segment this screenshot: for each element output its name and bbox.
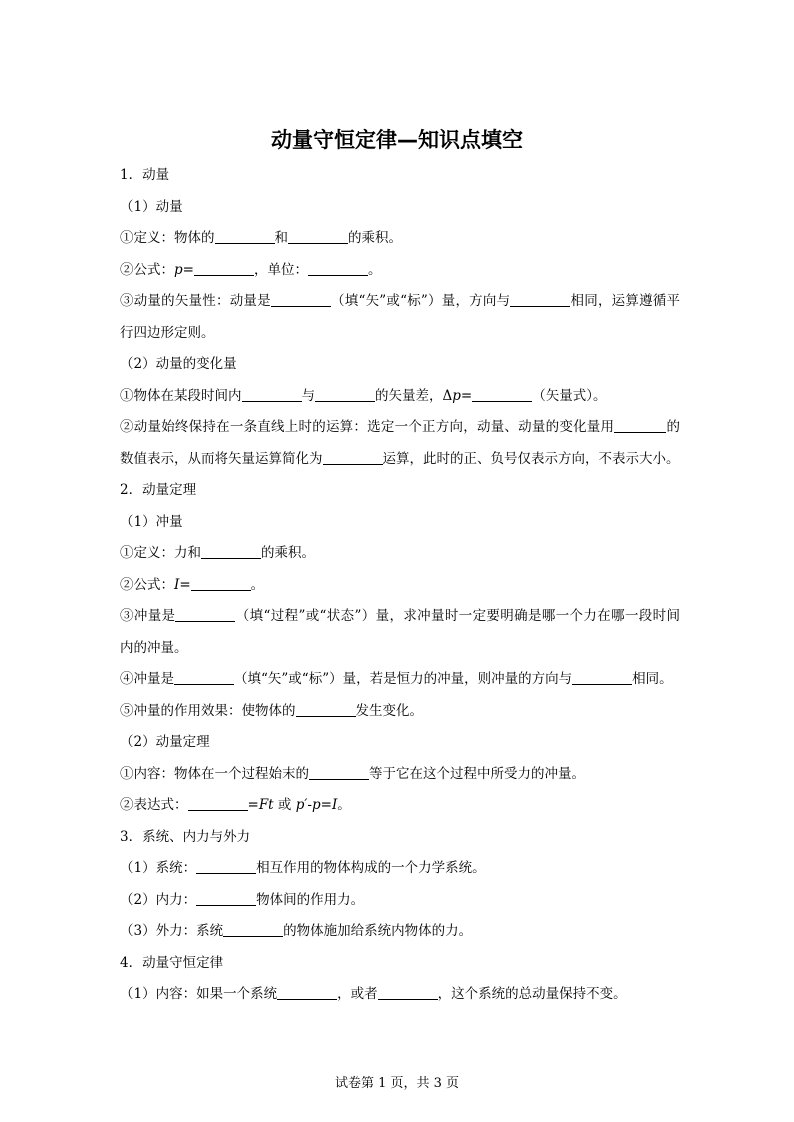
question-vector-property: ③动量的矢量性：动量是 （填“矢”或“标”）量，方向与 相同，运算遵循平行四边形定则。 bbox=[120, 293, 681, 341]
answer-blank[interactable] bbox=[196, 859, 256, 874]
subheading-momentum: （1）动量 bbox=[120, 198, 183, 215]
question-system: （1）系统： 相互作用的物体构成的一个力学系统。 bbox=[120, 860, 486, 876]
question-impulse-effect: ⑤冲量的作用效果：使物体的 发生变化。 bbox=[120, 702, 423, 719]
subheading-theorem: （2）动量定理 bbox=[120, 734, 210, 750]
question-momentum-change: ①物体在某段时间内 与 的矢量差，Δp= （矢量式）。 bbox=[120, 387, 607, 404]
answer-blank[interactable] bbox=[315, 387, 375, 402]
answer-blank[interactable] bbox=[378, 985, 438, 1000]
question-definition: ①定义：物体的 和 的乘积。 bbox=[120, 230, 402, 246]
answer-blank[interactable] bbox=[201, 544, 261, 559]
answer-blank[interactable] bbox=[223, 922, 283, 937]
answer-blank[interactable] bbox=[174, 670, 234, 685]
section-heading-conservation: 4．动量守恒定律 bbox=[120, 954, 224, 971]
question-theorem-content: ①内容：物体在一个过程始末的 等于它在这个过程中所受力的冲量。 bbox=[120, 765, 585, 782]
answer-blank[interactable] bbox=[472, 387, 532, 402]
question-formula: ②公式：p= ，单位： 。 bbox=[120, 261, 382, 278]
question-linear-operation: ②动量始终保持在一条直线上时的运算：选定一个正方向，动量、动量的变化量用 的数值表示，从而将矢量运算简化为 运算，此时的正、负号仅表示方向，不表示大小。 bbox=[120, 419, 681, 467]
answer-blank[interactable] bbox=[288, 229, 348, 244]
answer-blank[interactable] bbox=[242, 387, 302, 402]
answer-blank[interactable] bbox=[277, 985, 337, 1000]
answer-blank[interactable] bbox=[194, 261, 254, 276]
answer-blank[interactable] bbox=[188, 796, 248, 811]
question-conservation-content: （1）内容：如果一个系统 ，或者 ，这个系统的总动量保持不变。 bbox=[120, 986, 627, 1002]
question-theorem-expression: ②表达式： =Ft 或 p′-p=I。 bbox=[120, 797, 351, 813]
section-heading-system: 3．系统、内力与外力 bbox=[120, 828, 251, 845]
answer-blank[interactable] bbox=[215, 229, 275, 244]
question-external-force: （3）外力：系统 的物体施加给系统内物体的力。 bbox=[120, 923, 473, 939]
answer-blank[interactable] bbox=[323, 450, 383, 465]
question-impulse-definition: ①定义：力和 的乘积。 bbox=[120, 545, 315, 561]
answer-blank[interactable] bbox=[296, 702, 356, 717]
answer-blank[interactable] bbox=[271, 292, 331, 307]
subheading-momentum-change: （2）动量的变化量 bbox=[120, 356, 237, 372]
page-title: 动量守恒定律—知识点填空 bbox=[271, 128, 523, 152]
question-internal-force: （2）内力： 物体间的作用力。 bbox=[120, 891, 365, 908]
question-impulse-process: ③冲量是 （填“过程”或“状态”）量，求冲量时一定要明确是哪一个力在哪一段时间内的冲量。 bbox=[120, 608, 681, 656]
page-footer: 试卷第 1 页，共 3 页 bbox=[334, 1076, 460, 1091]
question-impulse-formula: ②公式：I= 。 bbox=[120, 576, 265, 593]
worksheet-body bbox=[120, 160, 680, 1011]
answer-blank[interactable] bbox=[572, 670, 632, 685]
answer-blank[interactable] bbox=[614, 418, 666, 433]
section-heading-momentum: 1．动量 bbox=[120, 167, 170, 183]
answer-blank[interactable] bbox=[308, 261, 368, 276]
section-heading-theorem: 2．动量定理 bbox=[120, 482, 197, 498]
answer-blank[interactable] bbox=[196, 891, 256, 906]
answer-blank[interactable] bbox=[191, 576, 251, 591]
subheading-impulse: （1）冲量 bbox=[120, 513, 183, 530]
question-impulse-vector: ④冲量是 （填“矢”或“标”）量，若是恒力的冲量，则冲量的方向与 相同。 bbox=[120, 671, 673, 687]
answer-blank[interactable] bbox=[175, 607, 235, 622]
answer-blank[interactable] bbox=[309, 765, 369, 780]
answer-blank[interactable] bbox=[510, 292, 570, 307]
